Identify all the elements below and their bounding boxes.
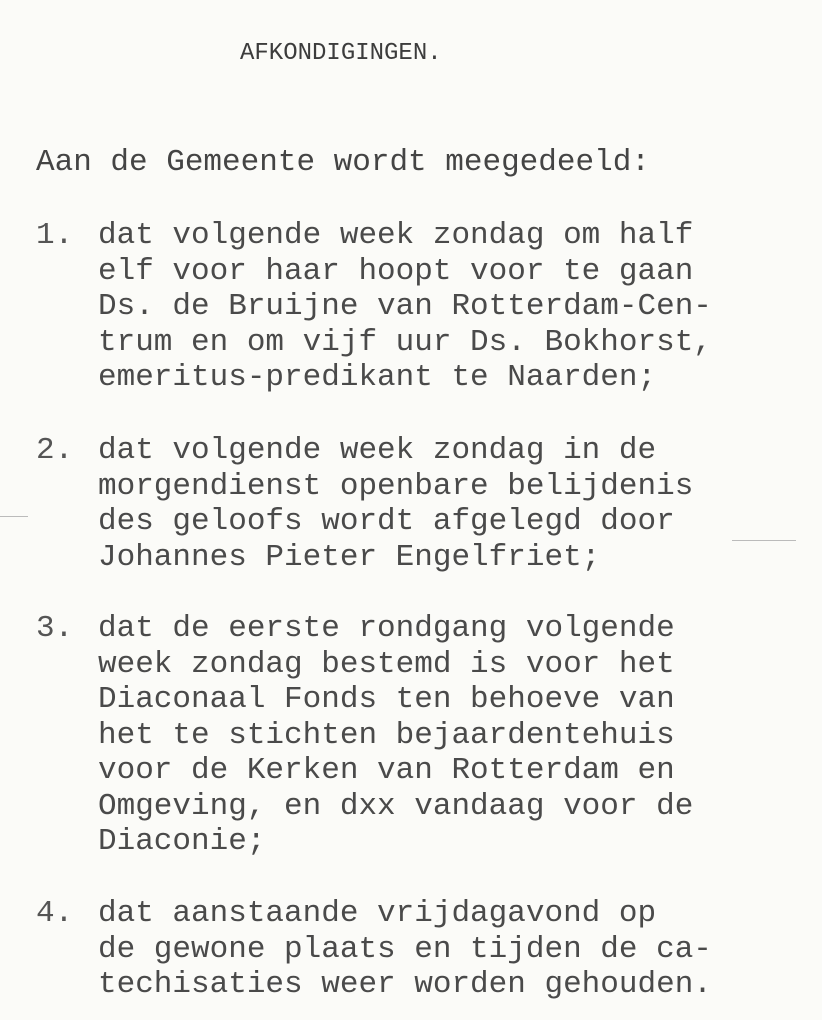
text-line: Diaconie; <box>98 824 266 859</box>
item-number: 3. <box>36 611 74 646</box>
document-title: AFKONDIGINGEN. <box>240 40 442 67</box>
text-line: dat aanstaande vrijdagavond op <box>98 896 657 931</box>
text-line: Diaconaal Fonds ten behoeve van <box>98 682 675 717</box>
text-line: dat volgende week zondag om half <box>98 218 694 253</box>
text-line: dat volgende week zondag in de <box>98 433 657 468</box>
text-line: week zondag bestemd is voor het <box>98 646 675 682</box>
item-number: 2. <box>36 433 74 468</box>
intro-line: Aan de Gemeente wordt meegedeeld: <box>36 145 650 180</box>
text-line: dat de eerste rondgang volgende <box>98 611 675 646</box>
item-text <box>98 611 693 860</box>
item-text <box>98 218 712 396</box>
scan-mark <box>732 540 796 541</box>
text-line: Omgeving, en dxx vandaag voor de <box>98 788 694 824</box>
item-text <box>98 433 693 575</box>
text-line: des geloofs wordt afgelegd door <box>98 504 675 539</box>
text-line: emeritus-predikant te Naarden; <box>98 360 657 395</box>
text-line: de gewone plaats en tijden de ca- <box>98 931 712 967</box>
text-line: morgendienst openbare belijdenis <box>98 468 694 504</box>
item-number: 4. <box>36 896 74 931</box>
text-line: Ds. de Bruijne van Rotterdam-Cen- <box>98 289 712 324</box>
text-line: techisaties weer worden gehouden. <box>98 967 712 1002</box>
text-line: trum en om vijf uur Ds. Bokhorst, <box>98 324 712 360</box>
item-text <box>98 896 712 1003</box>
item-number: 1. <box>36 218 74 253</box>
text-line: elf voor haar hoopt voor te gaan <box>98 253 694 289</box>
scan-mark <box>0 516 28 517</box>
text-line: voor de Kerken van Rotterdam en <box>98 753 675 788</box>
text-line: Johannes Pieter Engelfriet; <box>98 539 601 575</box>
text-line: het te stichten bejaardentehuis <box>98 717 675 753</box>
